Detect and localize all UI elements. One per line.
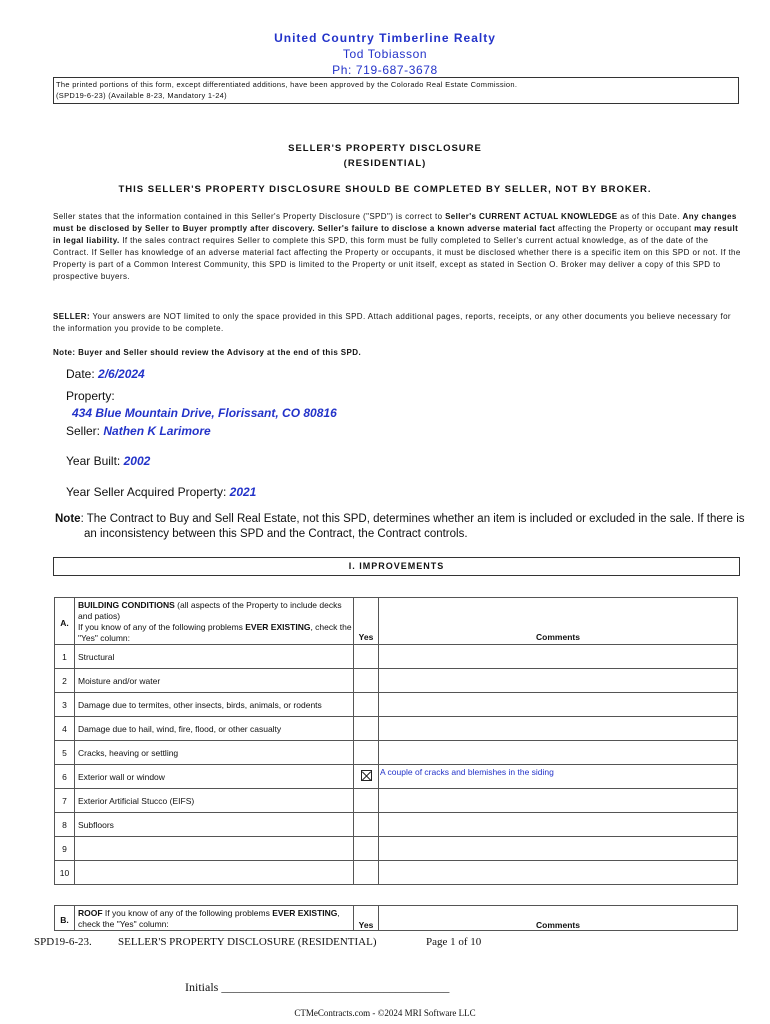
instr-bold: EVER EXISTING <box>245 622 311 632</box>
page-number: Page 1 of 10 <box>426 936 482 948</box>
form-id: SPD19-6-23. <box>34 936 92 948</box>
row-number: 5 <box>55 741 75 765</box>
row-description: Exterior Artificial Stucco (EIFS) <box>75 789 354 813</box>
row-comment[interactable] <box>379 693 738 717</box>
row-description: Structural <box>75 645 354 669</box>
row-number: 8 <box>55 813 75 837</box>
row-comment[interactable] <box>379 861 738 885</box>
approval-notice <box>53 77 739 104</box>
row-description: Damage due to termites, other insects, birds, animals, or rodents <box>75 693 354 717</box>
yes-checkbox-cell[interactable] <box>354 765 379 789</box>
b-heading-rest2: , check the "Yes" column: <box>78 908 340 929</box>
table-row <box>55 693 738 717</box>
seller-instruction <box>53 311 743 335</box>
yes-checkbox-cell[interactable] <box>354 861 379 885</box>
row-description: Cracks, heaving or settling <box>75 741 354 765</box>
row-description: Moisture and/or water <box>75 669 354 693</box>
agent-name: Tod Tobiasson <box>342 47 428 61</box>
row-description: Subfloors <box>75 813 354 837</box>
row-comment[interactable] <box>379 813 738 837</box>
comments-column-header: Comments <box>379 598 738 645</box>
form-title: SELLER'S PROPERTY DISCLOSURE <box>288 143 482 154</box>
year-acquired-value[interactable]: 2021 <box>229 485 257 499</box>
table-header-row <box>55 598 738 645</box>
intro-text-f: may result in legal liability. <box>53 224 739 245</box>
copyright: CTMeContracts.com - ©2024 MRI Software LLC <box>294 1008 476 1018</box>
company-name: United Country Timberline Realty <box>274 31 496 45</box>
table-row <box>55 669 738 693</box>
seller-instruction-text: Your answers are NOT limited to only the space provided in this SPD. Attach additional pages, reports, receipts, or any other documents you believe necessary for the information you provide to be complete. <box>53 312 731 333</box>
row-number: 4 <box>55 717 75 741</box>
intro-text-b: Seller's CURRENT ACTUAL KNOWLEDGE <box>445 212 618 221</box>
note-line-2: an inconsistency between this SPD and the Contract, the Contract controls. <box>84 528 468 540</box>
yes-checkbox-cell[interactable] <box>354 813 379 837</box>
table-row <box>55 789 738 813</box>
note-line-1: : The Contract to Buy and Sell Real Estate, not this SPD, determines whether an item is included or excluded in the sale. If there is <box>80 513 745 525</box>
section-b-heading <box>75 906 354 931</box>
note-label: Note <box>55 513 81 525</box>
table-row <box>55 813 738 837</box>
row-comment[interactable] <box>379 717 738 741</box>
date-field[interactable] <box>66 367 145 381</box>
year-built-label: Year Built: <box>66 454 124 468</box>
row-comment[interactable] <box>379 645 738 669</box>
advisory-note: Note: Buyer and Seller should review the Advisory at the end of this SPD. <box>53 348 362 357</box>
table-row <box>55 717 738 741</box>
b-yes-column-header: Yes <box>354 906 379 931</box>
seller-value[interactable]: Nathen K Larimore <box>103 424 211 438</box>
yes-checkbox-cell[interactable] <box>354 741 379 765</box>
year-built-value[interactable]: 2002 <box>123 454 151 468</box>
intro-text-g: If the sales contract requires Seller to complete this SPD, this form must be fully completed to Seller's current actual knowledge, as of the date of the Contract. If Seller has knowledge of an adverse material fact affecting the Property or occupants, it must be disclosed whether there is a specific item on this SPD or not. If the Property is part of a Common Interest Community, this SPD is limited to the Property or unit itself, except as stated in Section O. Broker may deliver a copy of this SPD to prospective buyers. <box>53 236 741 281</box>
row-comment[interactable]: A couple of cracks and blemishes in the siding <box>379 765 738 789</box>
seller-label: Seller: <box>66 424 104 438</box>
b-comments-column-header: Comments <box>379 906 738 931</box>
property-value[interactable]: 434 Blue Mountain Drive, Florissant, CO 80816 <box>72 406 337 420</box>
table-row <box>55 837 738 861</box>
contract-note <box>55 512 745 542</box>
row-number: 9 <box>55 837 75 861</box>
yes-checkbox-cell[interactable] <box>354 669 379 693</box>
row-comment[interactable] <box>379 837 738 861</box>
year-acquired-field[interactable] <box>66 485 256 499</box>
row-description <box>75 861 354 885</box>
page-footer <box>34 936 481 948</box>
row-comment[interactable] <box>379 741 738 765</box>
section-letter: A. <box>55 598 75 645</box>
intro-paragraph <box>53 211 743 283</box>
table-row <box>55 645 738 669</box>
intro-text-d: Any changes must be disclosed by Seller to Buyer promptly after discovery. Seller's failure to disclose a known adverse material fact <box>53 212 737 233</box>
form-name: SELLER'S PROPERTY DISCLOSURE (RESIDENTIAL) <box>118 936 377 948</box>
seller-instruction-label: SELLER: <box>53 312 91 321</box>
agent-phone: Ph: 719-687-3678 <box>332 63 438 77</box>
property-label: Property: <box>66 389 115 403</box>
section-heading <box>75 598 354 645</box>
row-description <box>75 837 354 861</box>
yes-checkbox-cell[interactable] <box>354 717 379 741</box>
approval-line-2: (SPD19-6-23) (Available 8-23, Mandatory 1-24) <box>56 91 227 100</box>
row-description: Damage due to hail, wind, fire, flood, or other casualty <box>75 717 354 741</box>
agent-header <box>0 30 770 78</box>
date-label: Date: <box>66 367 99 381</box>
intro-text-a: Seller states that the information contained in this Seller's Property Disclosure ("SPD") is correct to <box>53 212 446 221</box>
b-heading-bold: ROOF <box>78 908 103 918</box>
row-description: Exterior wall or window <box>75 765 354 789</box>
yes-checkbox-cell[interactable] <box>354 789 379 813</box>
roof-table <box>54 905 738 931</box>
row-number: 10 <box>55 861 75 885</box>
instr-a: If you know of any of the following problems <box>78 622 246 632</box>
instr-b: , check the "Yes" column: <box>78 622 352 643</box>
b-heading-bold2: EVER EXISTING <box>272 908 338 918</box>
row-comment[interactable] <box>379 669 738 693</box>
roof-header-row <box>55 906 738 931</box>
heading-bold: BUILDING CONDITIONS <box>78 600 175 610</box>
yes-checkbox-cell[interactable] <box>354 693 379 717</box>
year-built-field[interactable] <box>66 454 150 468</box>
b-heading-rest: If you know of any of the following problems <box>102 908 273 918</box>
row-comment[interactable] <box>379 789 738 813</box>
section-improvements: I. IMPROVEMENTS <box>53 557 740 576</box>
row-number: 2 <box>55 669 75 693</box>
section-b-letter: B. <box>55 906 75 931</box>
form-warning: THIS SELLER'S PROPERTY DISCLOSURE SHOULD BE COMPLETED BY SELLER, NOT BY BROKER. <box>118 184 652 195</box>
row-number: 7 <box>55 789 75 813</box>
date-value[interactable]: 2/6/2024 <box>98 367 145 381</box>
checked-checkbox-icon[interactable] <box>361 770 372 781</box>
yes-checkbox-cell[interactable] <box>354 837 379 861</box>
year-acquired-label: Year Seller Acquired Property: <box>66 485 230 499</box>
yes-checkbox-cell[interactable] <box>354 645 379 669</box>
approval-line-1: The printed portions of this form, except differentiated additions, have been approved by the Colorado Real Estate Commission. <box>56 80 518 89</box>
intro-text-e: affecting the Property or occupant <box>555 224 695 233</box>
yes-column-header: Yes <box>354 598 379 645</box>
form-subtitle: (RESIDENTIAL) <box>343 158 427 169</box>
row-number: 1 <box>55 645 75 669</box>
seller-field[interactable] <box>66 424 211 438</box>
table-row <box>55 765 738 789</box>
table-row <box>55 741 738 765</box>
initials-line[interactable]: Initials ______________________________________ <box>185 980 450 994</box>
intro-text-c: as of this Date. <box>617 212 683 221</box>
building-conditions-table <box>54 597 738 885</box>
row-number: 6 <box>55 765 75 789</box>
heading-rest: (all aspects of the Property to include decks and patios) <box>78 600 342 621</box>
table-row <box>55 861 738 885</box>
row-number: 3 <box>55 693 75 717</box>
